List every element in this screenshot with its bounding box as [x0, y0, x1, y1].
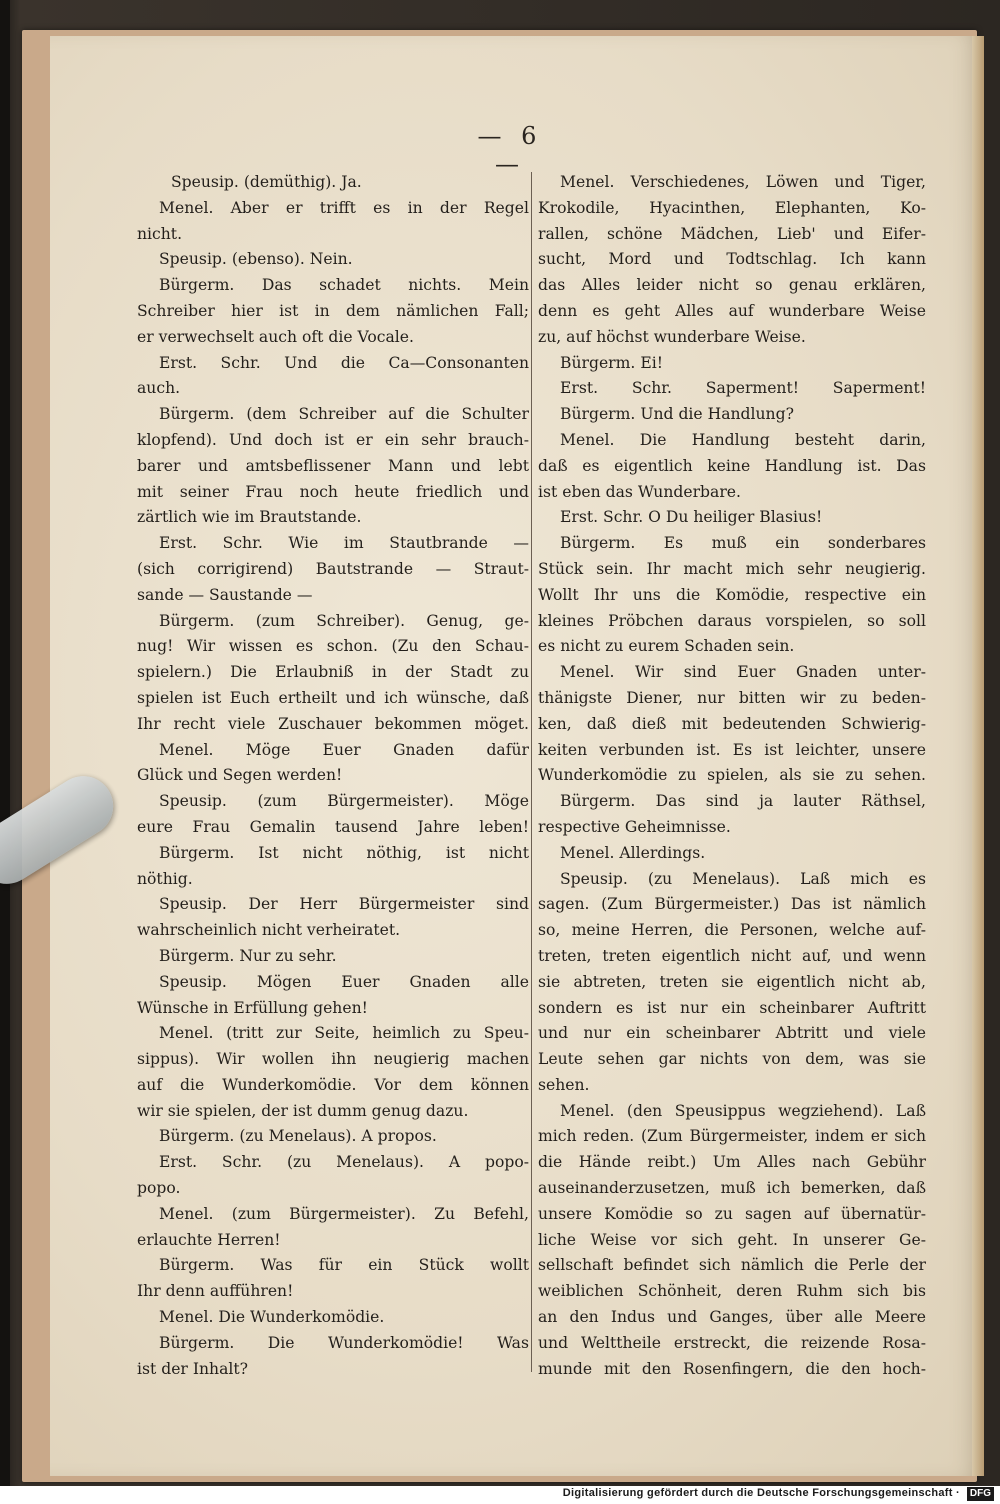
- text-line: sagen. (Zum Bürgermeister.) Das ist nämlich: [538, 895, 926, 914]
- text-line: Wünsche in Erfüllung gehen!: [137, 998, 368, 1017]
- text-line: Bürgerm. Und die Handlung?: [560, 405, 794, 424]
- text-line: Krokodile, Hyacinthen, Elephanten, Ko-: [538, 198, 926, 217]
- left-text-column: [137, 170, 529, 1382]
- column-divider: [531, 172, 532, 1372]
- text-line: auseinanderzusetzen, muß ich bemerken, daß: [538, 1179, 926, 1198]
- text-line: respective Geheimnisse.: [538, 817, 731, 836]
- text-line: Menel. Allerdings.: [560, 843, 706, 862]
- text-line: Menel. (tritt zur Seite, heimlich zu Speu-: [159, 1024, 529, 1043]
- text-line: sellschaft befindet sich nämlich die Perle der: [538, 1256, 926, 1275]
- text-line: Menel. (zum Bürgermeister). Zu Befehl,: [159, 1204, 529, 1223]
- text-line: Bürgerm. Das schadet nichts. Mein: [159, 276, 529, 295]
- dfg-logo: DFG: [967, 1487, 994, 1501]
- text-line: klopfend). Und doch ist er ein sehr brauch-: [137, 430, 529, 449]
- text-line: treten, treten eigentlich nicht auf, und wenn: [538, 946, 926, 965]
- text-line: Erst. Schr. Saperment! Saperment!: [560, 379, 926, 398]
- text-line: auch.: [137, 379, 181, 398]
- text-line: popo.: [137, 1179, 181, 1198]
- text-line: Ihr recht viele Zuschauer bekommen möget.: [137, 714, 529, 733]
- text-line: Menel. Möge Euer Gnaden dafür: [159, 740, 529, 759]
- text-line: liche Weise vor sich geht. In unserer Ge-: [538, 1230, 926, 1249]
- text-line: sippus). Wir wollen ihn neugierig machen: [137, 1050, 529, 1069]
- text-line: er verwechselt auch oft die Vocale.: [137, 327, 414, 346]
- text-line: Wollt Ihr uns die Komödie, respective ein: [538, 585, 926, 604]
- text-line: Ihr denn aufführen!: [137, 1282, 294, 1301]
- text-line: Speusip. (zu Menelaus). Laß mich es: [560, 869, 926, 888]
- text-line: Bürgerm. Nur zu sehr.: [159, 946, 337, 965]
- text-line: wir sie spielen, der ist dumm genug dazu.: [137, 1101, 469, 1120]
- text-line: Bürgerm. Ei!: [560, 353, 663, 372]
- text-line: Bürgerm. (dem Schreiber auf die Schulter: [159, 405, 529, 424]
- text-line: Speusip. (ebenso). Nein.: [159, 250, 353, 269]
- text-line: Schreiber hier ist in dem nämlichen Fall;: [137, 301, 529, 320]
- page-fore-edge: [972, 36, 984, 1476]
- text-line: spielern.) Die Erlaubniß in der Stadt zu: [137, 663, 529, 682]
- text-line: ist eben das Wunderbare.: [538, 482, 741, 501]
- text-line: mich reden. (Zum Bürgermeister, indem er sich: [538, 1127, 926, 1146]
- text-line: Erst. Schr. O Du heiliger Blasius!: [560, 508, 823, 527]
- text-line: spielen ist Euch ertheilt und ich wünsche, daß: [137, 688, 529, 707]
- text-line: eure Frau Gemalin tausend Jahre leben!: [137, 817, 529, 836]
- text-line: Glück und Segen werden!: [137, 766, 343, 785]
- text-line: Speusip. (zum Bürgermeister). Möge: [159, 792, 529, 811]
- text-line: Speusip. Der Herr Bürgermeister sind: [159, 895, 529, 914]
- text-line: Menel. Die Wunderkomödie.: [159, 1308, 385, 1327]
- text-line: auf die Wunderkomödie. Vor dem können: [137, 1075, 529, 1094]
- text-line: munde mit den Rosenfingern, die den hoch-: [538, 1359, 926, 1378]
- text-line: Menel. Die Handlung besteht darin,: [560, 430, 926, 449]
- binding-edge: [0, 0, 10, 1504]
- text-line: das Alles leider nicht so genau erklären,: [538, 276, 926, 295]
- text-line: sondern es ist nur ein scheinbarer Auftritt: [538, 998, 926, 1017]
- right-text-column: [538, 170, 926, 1382]
- text-line: Leute sehen gar nichts von dem, was sie: [538, 1050, 926, 1069]
- text-line: sie abtreten, treten sie eigentlich nicht ab,: [538, 972, 926, 991]
- text-line: so, meine Herren, die Personen, welche auf-: [538, 921, 926, 940]
- text-line: an den Indus und Ganges, über alle Meere: [538, 1308, 926, 1327]
- text-line: Bürgerm. Ist nicht nöthig, ist nicht: [159, 843, 529, 862]
- text-line: es nicht zu eurem Schaden sein.: [538, 637, 795, 656]
- text-line: (sich corrigirend) Bautstrande — Straut-: [137, 559, 529, 578]
- funding-credit: Digitalisierung gefördert durch die Deutsche Forschungsgemeinschaft ·: [562, 1487, 960, 1499]
- text-line: keiten verbunden ist. Es ist leichter, unsere: [538, 740, 926, 759]
- text-line: zärtlich wie im Brautstande.: [137, 508, 362, 527]
- text-line: Bürgerm. Das sind ja lauter Räthsel,: [560, 792, 926, 811]
- text-line: sucht, Mord und Todtschlag. Ich kann: [538, 250, 926, 269]
- text-line: sande — Saustande —: [137, 585, 313, 604]
- text-line: kleines Pröbchen daraus vorspielen, so soll: [538, 611, 926, 630]
- text-line: zu, auf höchst wunderbare Weise.: [538, 327, 806, 346]
- text-line: rallen, schöne Mädchen, Lieb' und Eifer-: [538, 224, 926, 243]
- text-line: daß es eigentlich keine Handlung ist. Das: [538, 456, 926, 475]
- text-line: und nur ein scheinbarer Abtritt und viele: [538, 1024, 926, 1043]
- text-line: und Welttheile erstreckt, die reizende Rosa-: [538, 1333, 926, 1352]
- text-line: Bürgerm. Die Wunderkomödie! Was: [159, 1333, 529, 1352]
- text-line: Bürgerm. Es muß ein sonderbares: [560, 534, 926, 553]
- text-line: ken, daß dieß mit bedeutenden Schwierig-: [538, 714, 926, 733]
- text-line: sehen.: [538, 1075, 590, 1094]
- text-line: thänigste Diener, nur bitten wir zu beden-: [538, 688, 926, 707]
- text-line: Menel. Wir sind Euer Gnaden unter-: [560, 663, 926, 682]
- text-line: Menel. (den Speusippus wegziehend). Laß: [560, 1101, 926, 1120]
- text-line: Erst. Schr. Und die Ca—Consonanten: [159, 353, 529, 372]
- text-line: nicht.: [137, 224, 183, 243]
- text-line: die Hände reibt.) Um Alles nach Gebühr: [538, 1153, 926, 1172]
- text-line: Speusip. (demüthig). Ja.: [171, 173, 362, 191]
- text-line: erlauchte Herren!: [137, 1230, 281, 1249]
- text-line: Speusip. Mögen Euer Gnaden alle: [159, 972, 529, 991]
- text-line: Erst. Schr. (zu Menelaus). A popo-: [159, 1153, 529, 1172]
- text-line: nug! Wir wissen es schon. (Zu den Schau-: [137, 637, 529, 656]
- text-line: weiblichen Schönheit, deren Ruhm sich bis: [538, 1282, 926, 1301]
- text-line: denn es geht Alles auf wunderbare Weise: [538, 301, 926, 320]
- text-line: Menel. Verschiedenes, Löwen und Tiger,: [560, 173, 926, 191]
- text-line: ist der Inhalt?: [137, 1359, 248, 1378]
- text-line: Bürgerm. Was für ein Stück wollt: [159, 1256, 529, 1275]
- text-line: Erst. Schr. Wie im Stautbrande —: [159, 534, 529, 553]
- text-line: Wunderkomödie zu spielen, als sie zu sehen.: [538, 766, 926, 785]
- text-line: unsere Komödie so zu sagen auf übernatür-: [538, 1204, 926, 1223]
- text-line: barer und amtsbeflissener Mann und lebt: [137, 456, 529, 475]
- page-number: — 6 —: [477, 122, 543, 178]
- text-line: Bürgerm. (zu Menelaus). A propos.: [159, 1127, 437, 1146]
- text-line: mit seiner Frau noch heute friedlich und: [137, 482, 529, 501]
- text-line: nöthig.: [137, 869, 193, 888]
- text-line: Menel. Aber er trifft es in der Regel: [159, 198, 529, 217]
- text-line: Stück sein. Ihr macht mich sehr neugierig.: [538, 559, 926, 578]
- text-line: Bürgerm. (zum Schreiber). Genug, ge-: [159, 611, 529, 630]
- text-line: wahrscheinlich nicht verheiratet.: [137, 921, 401, 940]
